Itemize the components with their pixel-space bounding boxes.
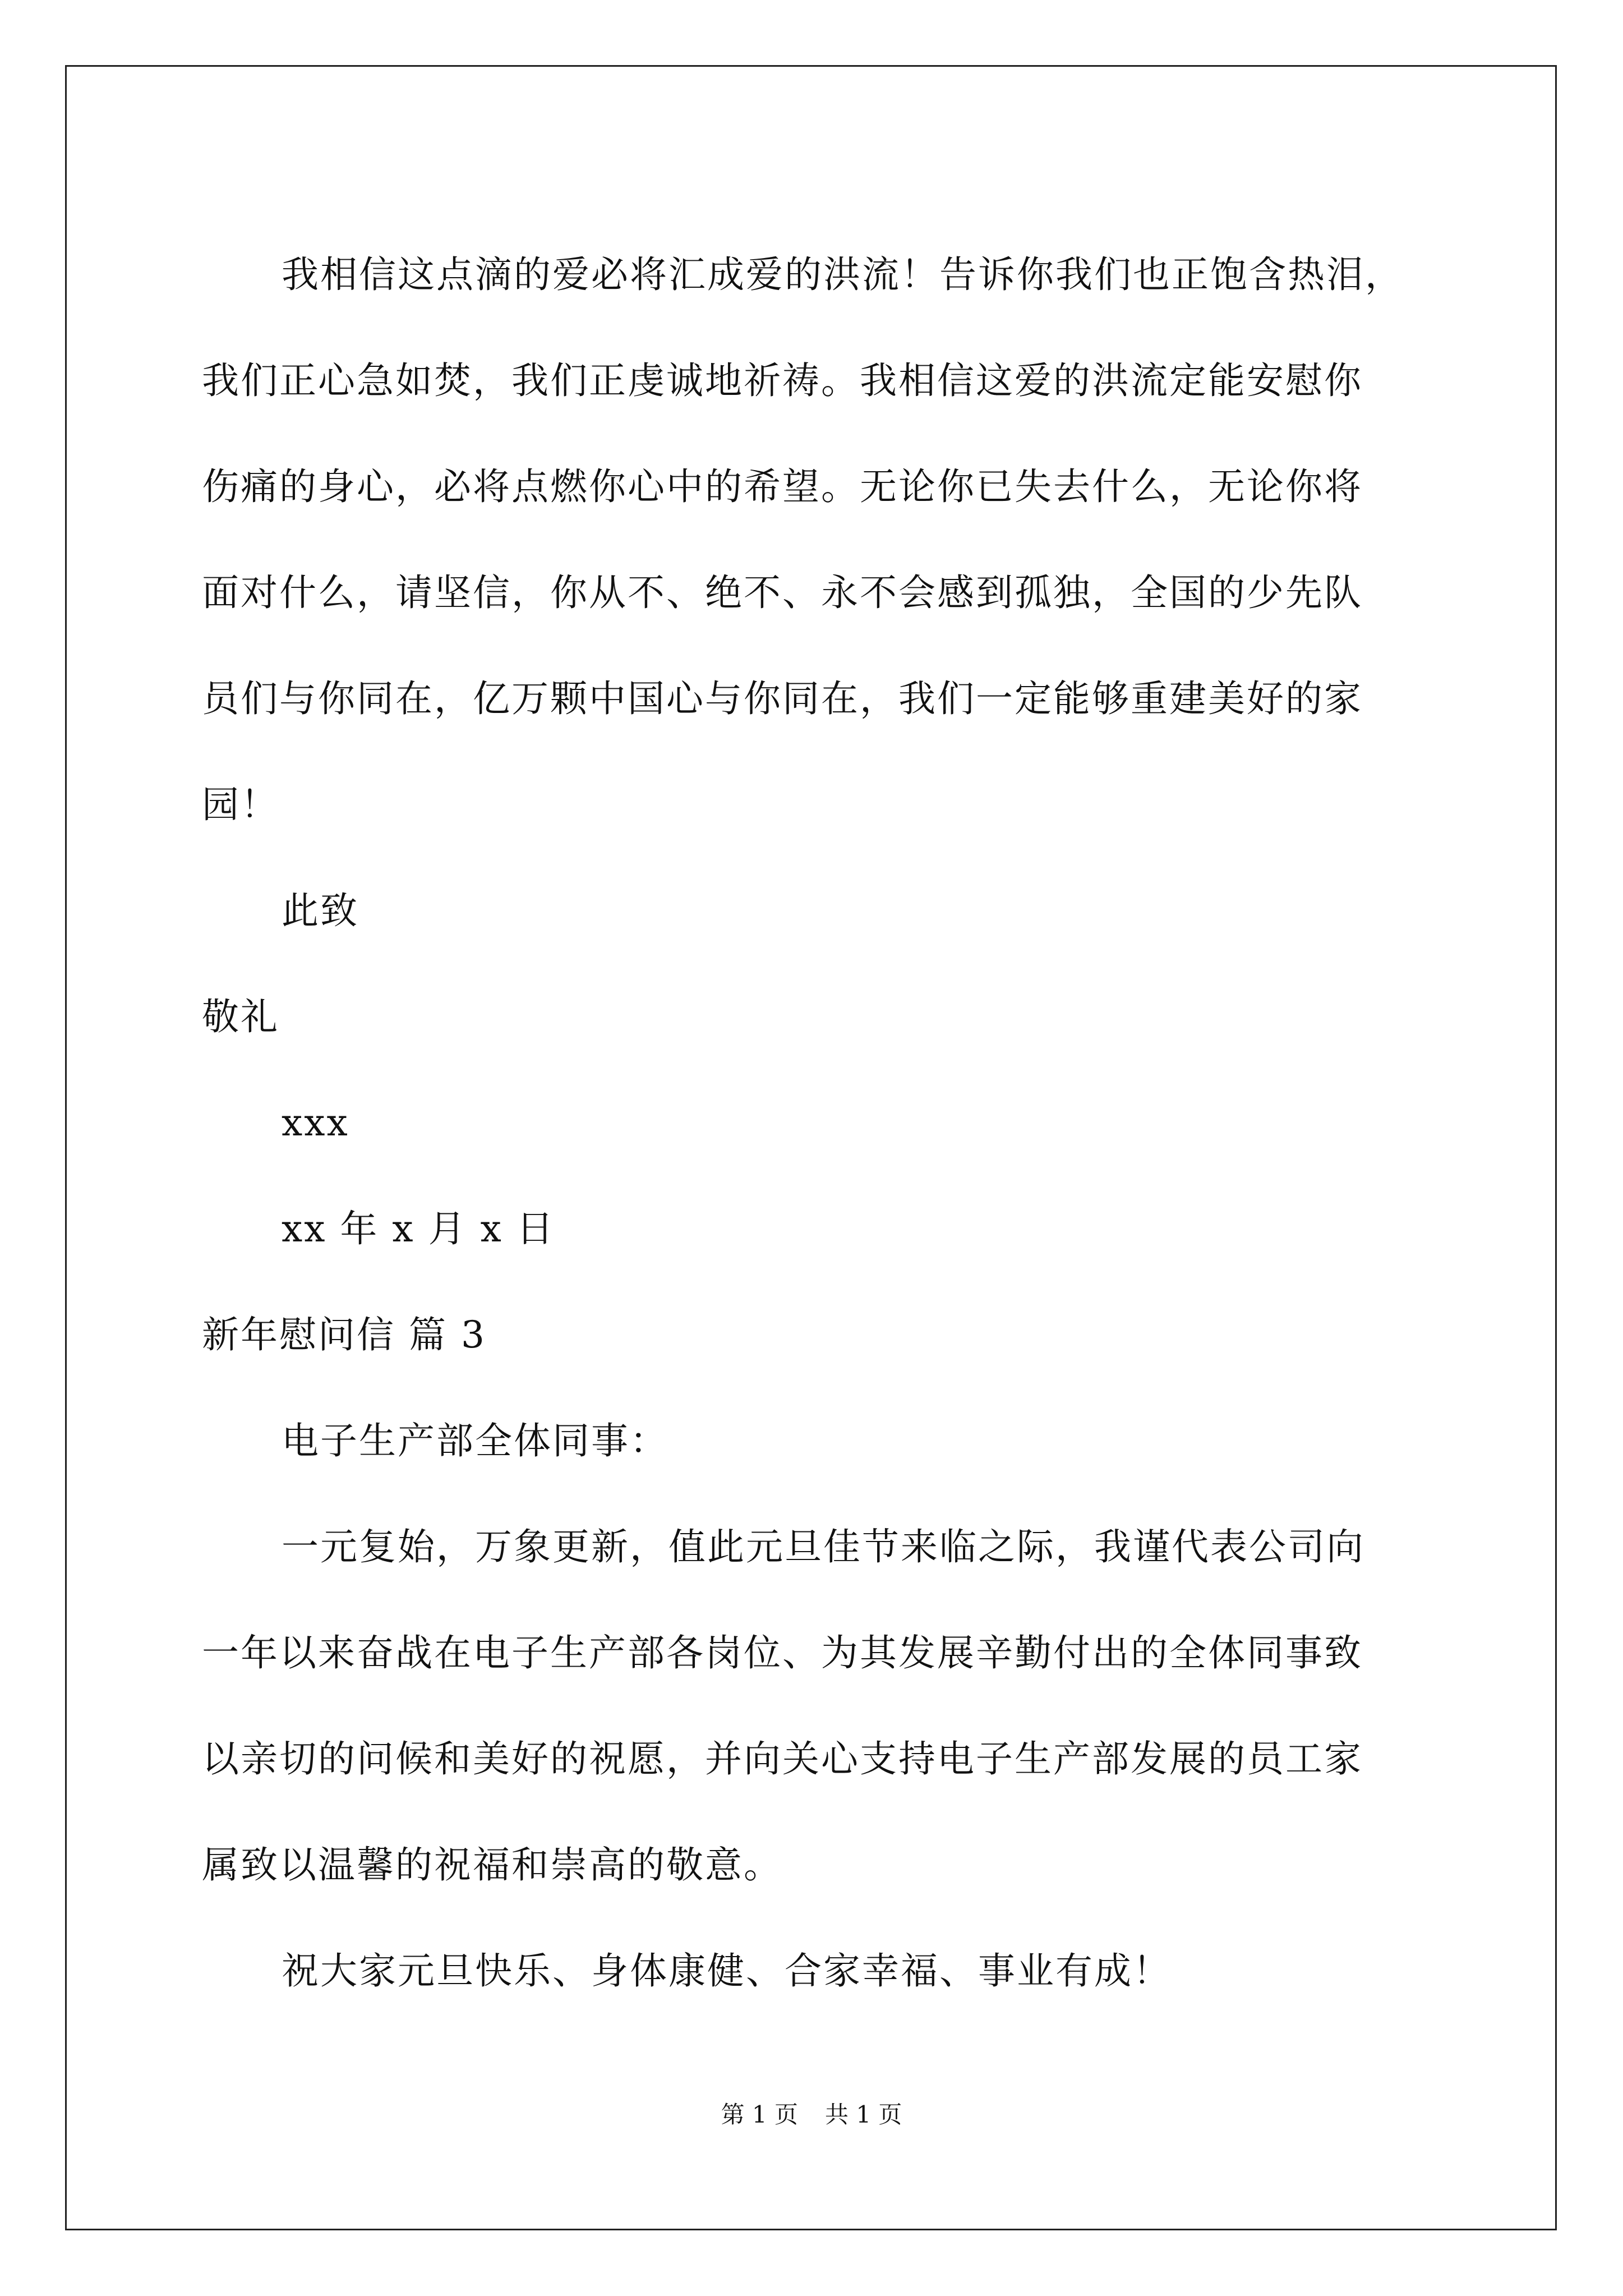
- paragraph-line: 园！: [202, 783, 279, 826]
- paragraph-line: 一元复始，万象更新，值此元旦佳节来临之际，我谨代表公司向: [282, 1525, 1365, 1568]
- paragraph-line: 属致以温馨的祝福和崇高的敬意。: [202, 1843, 782, 1887]
- paragraph-line: 祝大家元旦快乐、身体康健、合家幸福、事业有成！: [282, 1949, 1172, 1993]
- letter-greeting: 电子生产部全体同事：: [282, 1419, 668, 1462]
- paragraph-line: 我们正心急如焚，我们正虔诚地祈祷。我相信这爱的洪流定能安慰你: [202, 359, 1363, 402]
- document-body: [202, 222, 1430, 2024]
- closing-regards: 敬礼: [202, 995, 279, 1038]
- paragraph-line: 一年以来奋战在电子生产部各岗位、为其发展辛勤付出的全体同事致: [202, 1631, 1363, 1674]
- paragraph-line: 伤痛的身心，必将点燃你心中的希望。无论你已失去什么，无论你将: [202, 465, 1363, 508]
- paragraph-line: 我相信这点滴的爱必将汇成爱的洪流！告诉你我们也正饱含热泪，: [282, 253, 1404, 296]
- page-total: 共 1 页: [825, 2101, 902, 2128]
- signature: xxx: [282, 1101, 349, 1144]
- closing-salutation: 此致: [282, 889, 359, 932]
- paragraph-line: 员们与你同在，亿万颗中国心与你同在，我们一定能够重建美好的家: [202, 677, 1363, 720]
- page-number: 第 1 页: [721, 2101, 798, 2128]
- page-footer: [0, 2098, 1623, 2132]
- section-heading: 新年慰问信 篇 3: [202, 1313, 486, 1356]
- paragraph-line: 以亲切的问候和美好的祝愿，并向关心支持电子生产部发展的员工家: [202, 1737, 1363, 1780]
- letter-date: xx 年 x 月 x 日: [282, 1207, 555, 1250]
- paragraph-line: 面对什么，请坚信，你从不、绝不、永不会感到孤独，全国的少先队: [202, 571, 1363, 614]
